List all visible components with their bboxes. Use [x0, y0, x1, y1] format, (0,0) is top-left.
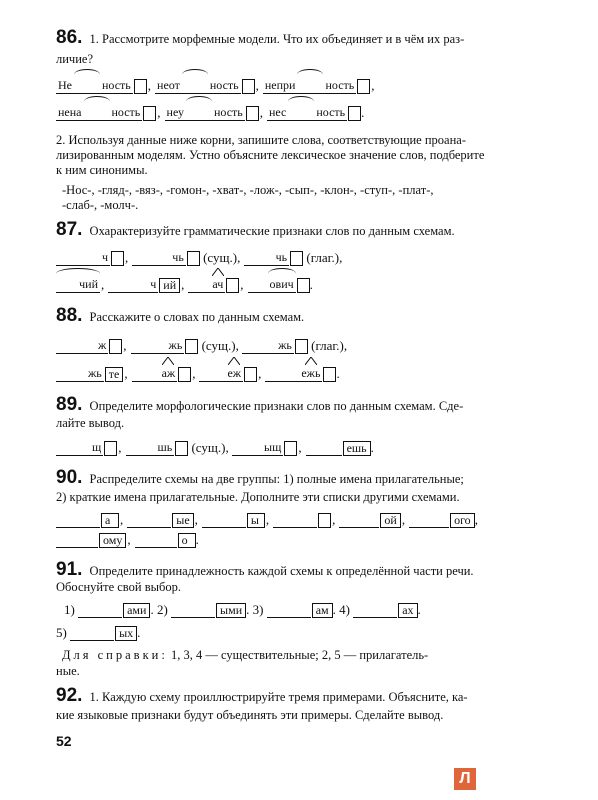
exercise-number: 87. [56, 219, 83, 240]
exercise-89-header [56, 394, 554, 415]
ending-box [226, 278, 239, 293]
ending-box [143, 106, 156, 121]
suffix-morph: ность [111, 105, 141, 119]
ending-box: ого [450, 513, 475, 528]
ending-box [175, 441, 188, 456]
suffix-morph: ежь [299, 366, 322, 382]
pos-label: (сущ.), [191, 440, 229, 455]
exercise-89-line2: лайте вывод. [56, 416, 125, 430]
ending-box: а [101, 513, 119, 528]
suffix-morph: ыщ [264, 440, 282, 454]
pos-label: (сущ.), [203, 250, 241, 265]
suffix-morph: чь [275, 250, 288, 264]
ending-box: те [105, 367, 124, 382]
ending-box: ому [99, 533, 126, 548]
schemes-90-row2: ому , о . [56, 532, 199, 548]
suffix-morph: ч [102, 250, 109, 264]
ending-box: ий [159, 278, 180, 293]
suffix-morph: ч [150, 277, 157, 291]
ending-box: о [178, 533, 196, 548]
ending-box: ы [247, 513, 265, 528]
exercise-91-line2: Обоснуйте свой выбор. [56, 580, 181, 594]
suffix-morph: шь [157, 440, 173, 454]
ending-box [318, 513, 331, 528]
root-morph [84, 105, 110, 121]
ending-box [242, 79, 255, 94]
exercise-86-part2-line3: к ним синонимы. [56, 163, 148, 177]
schemes-89-row1: щ , шь (сущ.), ыщ , ешь . [56, 440, 374, 456]
suffix-morph: еж [225, 366, 243, 382]
exercise-text: Определите морфологические признаки слов по данным схемам. Сде- [89, 399, 464, 413]
exercise-number: 86. [56, 27, 83, 48]
prefix-morph: нена [58, 105, 82, 119]
pos-label: (глаг.), [311, 338, 348, 353]
exercise-text: 1. Каждую схему проиллюстрируйте тремя примерами. Объясните, ка- [89, 690, 468, 704]
exercise-92-line2: кие языковые признаки будут объединять эти примеры. Сделайте вывод. [56, 708, 444, 722]
ending-box: ыми [216, 603, 246, 618]
ending-box: ах [398, 603, 417, 618]
prefix-morph: неот [157, 78, 180, 92]
ending-box [178, 367, 191, 382]
exercise-87-header [56, 219, 554, 240]
ending-box: ых [115, 626, 137, 641]
reference-note-line1: Для справки: 1, 3, 4 — существительные; 2, 5 — прилагатель- [62, 648, 429, 662]
morph-models-row2: нена ность , неу ность , нес ность . [56, 105, 364, 121]
exercise-86-part2-line2: лизированным моделям. Устно объясните лексическое значение слов, подберите [56, 148, 485, 162]
ending-box [134, 79, 147, 94]
ending-box [284, 441, 297, 456]
root-morph [182, 78, 208, 94]
suffix-morph: ность [325, 78, 355, 92]
exercise-92-header [56, 685, 554, 706]
exercise-text: 1. Рассмотрите морфемные модели. Что их объединяет и в чём их раз- [89, 32, 465, 46]
prefix-morph: непри [264, 78, 296, 92]
exercise-88-header [56, 305, 554, 326]
exercise-text: Охарактеризуйте грамматические признаки слов по данным схемам. [89, 224, 455, 238]
suffix-morph: жь [168, 338, 183, 352]
root-morph [186, 105, 212, 121]
ending-box [297, 278, 310, 293]
suffix-morph: аж [160, 366, 178, 382]
ending-box: ой [380, 513, 400, 528]
prefix-morph: неу [166, 105, 184, 119]
ending-box [357, 79, 370, 94]
root-morph [288, 105, 314, 121]
ending-box: ые [172, 513, 193, 528]
ending-box [244, 367, 257, 382]
ending-box [290, 251, 303, 266]
prefix-morph: Не [58, 78, 72, 92]
suffix-morph: ность [102, 78, 131, 92]
exercise-86-line2: личие? [56, 52, 93, 66]
schemes-90-row1: а , ые , ы , , ой , ого , [56, 512, 478, 528]
ending-box [246, 106, 259, 121]
publisher-logo: Л [454, 768, 476, 790]
ending-box [109, 339, 122, 354]
roots-list-line1: -Нос-, -гляд-, -вяз-, -гомон-, -хват-, -лож-, -сып-, -клон-, -ступ-, -плат-, [62, 183, 434, 197]
pos-label: (глаг.), [306, 250, 343, 265]
ending-box: ами [123, 603, 150, 618]
exercise-number: 90. [56, 467, 83, 488]
root-morph [74, 78, 100, 94]
suffix-morph: ж [98, 338, 107, 352]
suffix-morph: ность [316, 105, 346, 119]
schemes-87-row1: ч , чь (сущ.), чь (глаг.), [56, 250, 342, 266]
exercise-number: 92. [56, 685, 83, 706]
exercise-text: Определите принадлежность каждой схемы к определённой части речи. [89, 564, 474, 578]
ending-box [185, 339, 198, 354]
morph-models-row1: Не ность , неот ность , непри ность , [56, 78, 378, 94]
roots-list-line2: -слаб-, -молч-. [62, 198, 139, 212]
suffix-morph: ность [213, 105, 243, 119]
suffix-morph: щ [92, 440, 102, 454]
pos-label: (сущ.), [201, 338, 239, 353]
exercise-90-line2: 2) краткие имена прилагательные. Дополните эти списки другими схемами. [56, 490, 460, 504]
schemes-88-row2: жь те , аж , еж , ежь . [56, 366, 340, 382]
ending-box [104, 441, 117, 456]
ending-box [187, 251, 200, 266]
exercise-text: Распределите схемы на две группы: 1) полные имена прилагательные; [89, 472, 464, 486]
exercise-number: 89. [56, 394, 83, 415]
suffix-morph: жь [278, 338, 292, 352]
suffix-morph: жь [88, 366, 102, 380]
schemes-87-row2: чий , ч ий , ач , ович . [56, 277, 313, 293]
schemes-91-row1: 1) ами . 2) ыми . 3) ам . 4) ах . [64, 602, 421, 617]
ending-box [348, 106, 361, 121]
suffix-morph: ность [209, 78, 239, 92]
suffix-morph: чь [172, 250, 184, 264]
exercise-86-part2-line1: 2. Используя данные ниже корни, запишите слова, соответствующие проана- [56, 133, 466, 147]
suffix-morph: ач [210, 277, 225, 293]
ending-box [323, 367, 336, 382]
ending-box [295, 339, 308, 354]
root-morph: чий [56, 277, 100, 293]
exercise-number: 91. [56, 559, 83, 580]
exercise-86-line1 [56, 27, 554, 48]
reference-label: Для справки: [62, 648, 168, 662]
exercise-number: 88. [56, 305, 83, 326]
ending-box: ам [312, 603, 333, 618]
exercise-91-header [56, 559, 554, 580]
root-morph [297, 78, 323, 94]
ending-box [111, 251, 124, 266]
page-number: 52 [56, 733, 72, 749]
prefix-morph: нес [268, 105, 287, 119]
ending-box: ешь [343, 441, 371, 456]
exercise-90-header [56, 467, 554, 488]
reference-note-line2: ные. [56, 664, 80, 678]
schemes-91-row2: 5) ых . [56, 625, 141, 640]
exercise-text: Расскажите о словах по данным схемам. [89, 310, 305, 324]
suffix-morph: ович [268, 277, 296, 293]
schemes-88-row1: ж , жь (сущ.), жь (глаг.), [56, 338, 347, 354]
